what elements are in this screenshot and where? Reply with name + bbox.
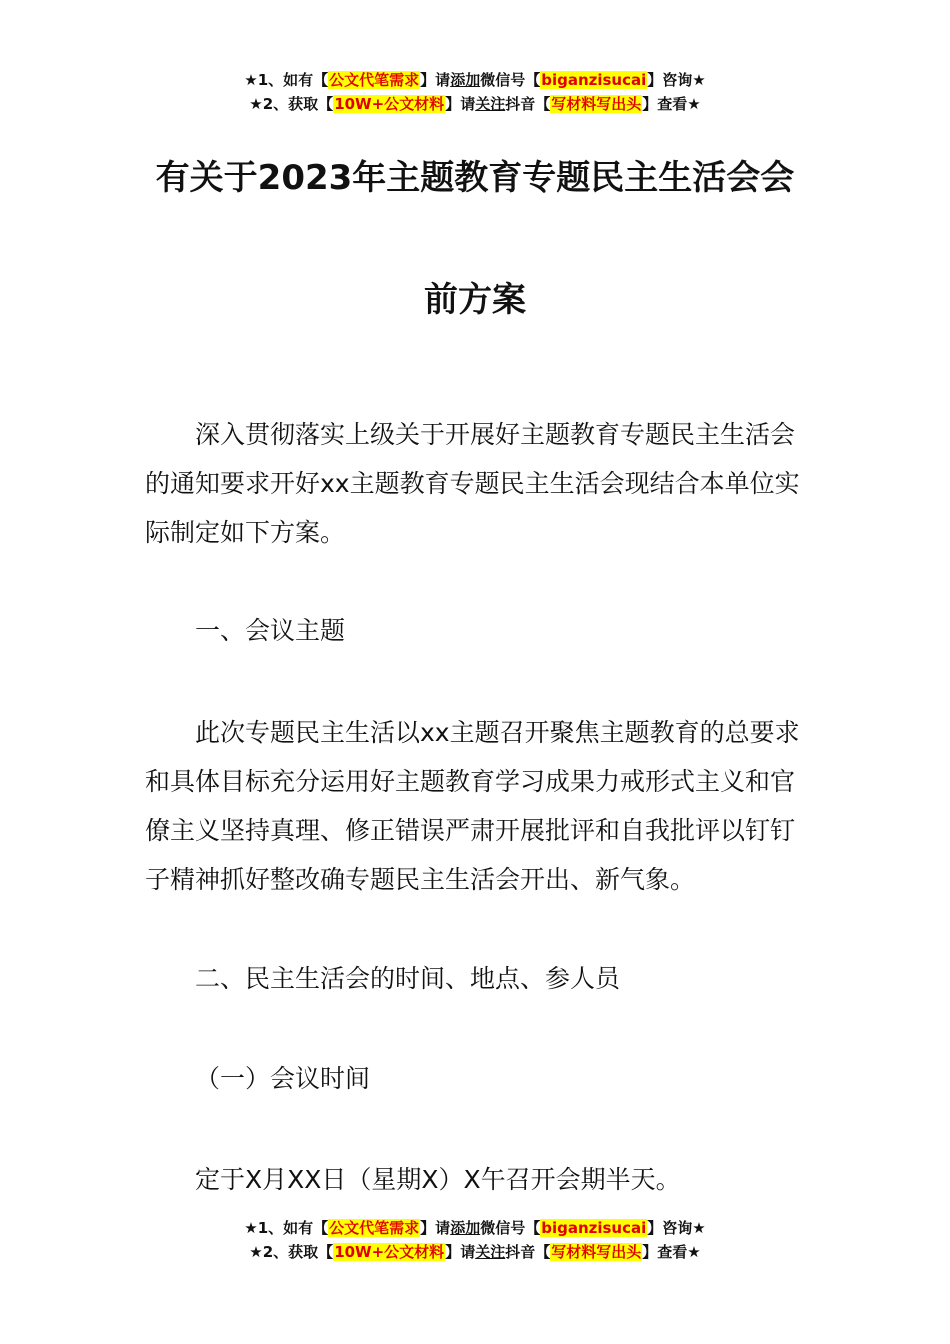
banner-highlight: 公文代笔需求 [329, 1219, 420, 1237]
banner-text: 】咨询★ [647, 1219, 706, 1237]
banner-text: 】请 [420, 71, 451, 89]
banner-text: ★2、获取【 [249, 1243, 334, 1261]
banner-highlight: 写材料写出头 [551, 1243, 642, 1261]
banner-highlight: 公文代笔需求 [329, 71, 420, 89]
banner-text: 抖音【 [505, 1243, 551, 1261]
banner-highlight: biganzisucai [541, 71, 647, 89]
banner-text: 】请 [445, 1243, 476, 1261]
banner-highlight: 写材料写出头 [551, 95, 642, 113]
subsection-1-text: 定于X月XX日（星期X）X午召开会期半天。 [195, 1165, 681, 1194]
section-1-paragraph: 此次专题民主生活以xx主题召开聚焦主题教育的总要求和具体目标充分运用好主题教育学习成果力戒形式主义和官僚主义坚持真理、修正错误严肃开展批评和自我批评以钉钉子精神抓好整改确专题民主生活会开出、新气象。 [145, 718, 800, 894]
banner-text: 抖音【 [505, 95, 551, 113]
banner-text: 】请 [420, 1219, 451, 1237]
banner-text: ★1、如有【 [244, 1219, 329, 1237]
banner-text: 微信号【 [480, 71, 541, 89]
banner-underlined: 关注 [475, 95, 506, 113]
banner-text: ★1、如有【 [244, 71, 329, 89]
intro-paragraph: 深入贯彻落实上级关于开展好主题教育专题民主生活会的通知要求开好xx主题教育专题民主生活会现结合本单位实际制定如下方案。 [145, 420, 800, 547]
document-title-line-2: 前方案 [424, 280, 526, 320]
banner-line-2 [0, 92, 950, 116]
subsection-1-heading: （一）会议时间 [195, 1064, 371, 1093]
banner-text: 】请 [445, 95, 476, 113]
banner-underlined: 添加 [450, 1219, 481, 1237]
banner-line-2 [0, 1240, 950, 1264]
banner-text: 】查看★ [642, 95, 701, 113]
document-title-line-1: 有关于2023年主题教育专题民主生活会会 [155, 158, 795, 198]
footer-banner [0, 1216, 950, 1264]
banner-text: 微信号【 [480, 1219, 541, 1237]
banner-highlight: 10W+公文材料 [334, 95, 445, 113]
section-1-heading: 一、会议主题 [195, 616, 346, 645]
banner-text: ★2、获取【 [249, 95, 334, 113]
banner-line-1 [0, 1216, 950, 1240]
section-2-heading: 二、民主生活会的时间、地点、参人员 [195, 964, 621, 993]
banner-line-1 [0, 68, 950, 92]
banner-underlined: 添加 [450, 71, 481, 89]
banner-text: 】查看★ [642, 1243, 701, 1261]
header-banner [0, 68, 950, 116]
banner-underlined: 关注 [475, 1243, 506, 1261]
banner-highlight: 10W+公文材料 [334, 1243, 445, 1261]
banner-text: 】咨询★ [647, 71, 706, 89]
banner-highlight: biganzisucai [541, 1219, 647, 1237]
